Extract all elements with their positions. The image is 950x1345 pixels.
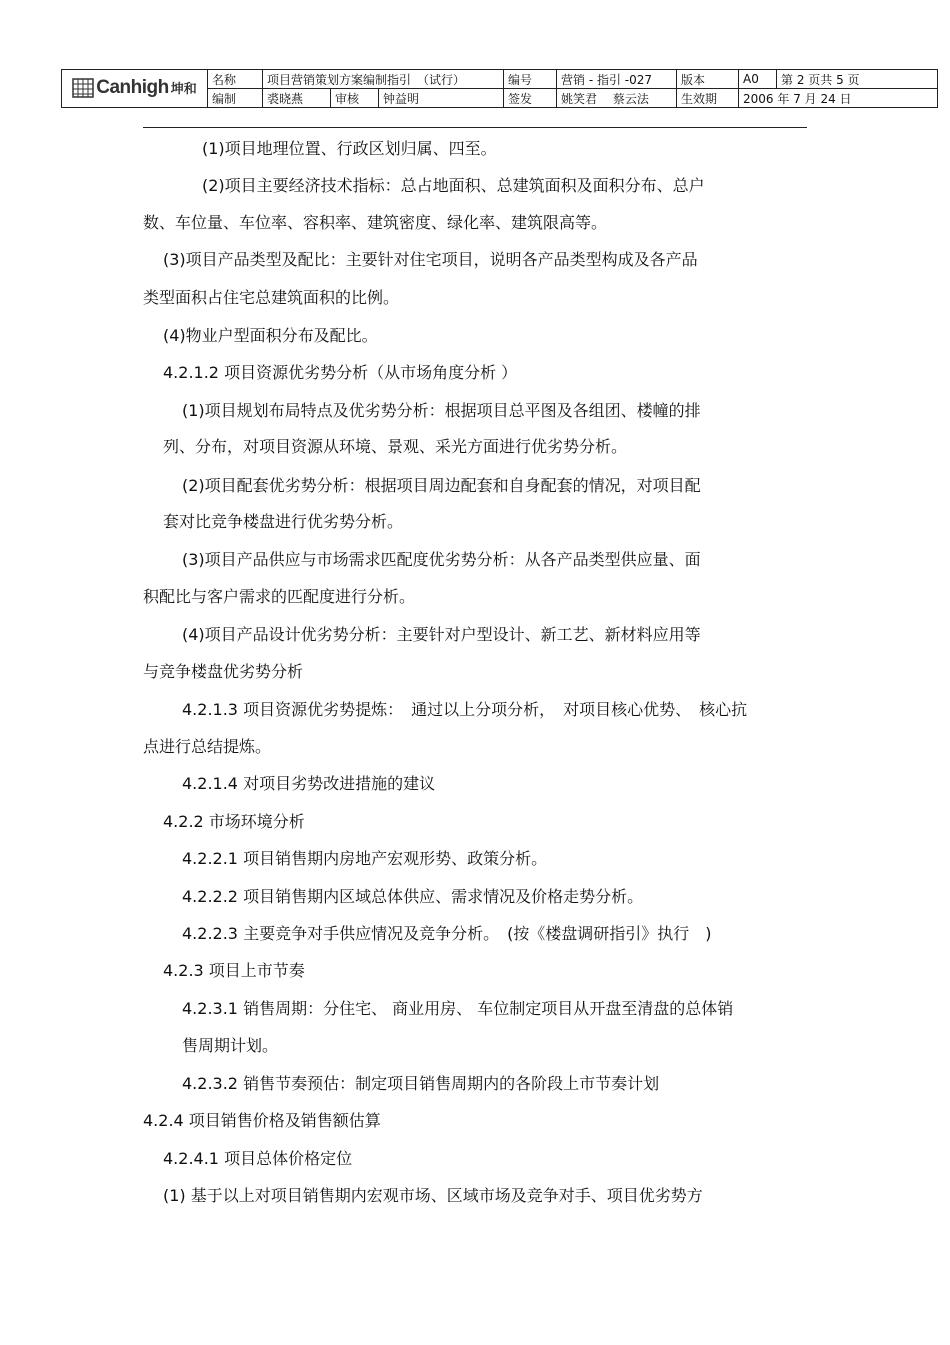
header-row-1	[62, 70, 938, 89]
reviewer-label: 审核	[331, 89, 379, 108]
code-value: 营销 - 指引 -027	[557, 70, 677, 89]
section-heading: 4.2.2.1 项目销售期内房地产宏观形势、政策分析。	[182, 849, 548, 868]
body-line: (1)项目地理位置、行政区划归属、四至。	[202, 139, 497, 158]
effective-date-label: 生效期	[677, 89, 739, 108]
body-line: 列、分布，对项目资源从环境、景观、采光方面进行优劣势分析。	[163, 437, 628, 456]
body-line: (1) 基于以上对项目销售期内宏观市场、区域市场及竞争对手、项目优劣势方	[163, 1186, 703, 1205]
section-heading: 4.2.1.2 项目资源优劣势分析（从市场角度分析 ）	[163, 363, 518, 382]
body-line: (2)项目主要经济技术指标：总占地面积、总建筑面积及面积分布、总户	[202, 176, 705, 195]
body-line: 点进行总结提炼。	[143, 737, 272, 756]
section-heading: 4.2.3.1 销售周期：分住宅、 商业用房、 车位制定项目从开盘至清盘的总体销	[182, 999, 734, 1018]
body-line: 类型面积占住宅总建筑面积的比例。	[143, 288, 400, 307]
body-line: 售周期计划。	[182, 1036, 279, 1055]
section-heading: 4.2.2.3 主要竞争对手供应情况及竞争分析。 (按《楼盘调研指引》执行 )	[182, 924, 712, 943]
reviewer-value: 钟益明	[379, 89, 504, 108]
logo-grid-icon	[72, 78, 94, 98]
header-divider	[143, 127, 807, 128]
body-line: (2)项目配套优劣势分析：根据项目周边配套和自身配套的情况，对项目配	[182, 476, 701, 495]
page-count: 第 2 页共 5 页	[777, 70, 938, 89]
logo-chinese-name: 坤和	[170, 82, 197, 97]
section-heading: 4.2.1.3 项目资源优劣势提炼： 通过以上分项分析， 对项目核心优势、 核心抗	[182, 700, 748, 719]
section-heading: 4.2.2.2 项目销售期内区域总体供应、需求情况及价格走势分析。	[182, 887, 644, 906]
section-heading: 4.2.3 项目上市节奏	[163, 961, 305, 980]
company-logo	[72, 77, 197, 99]
section-heading: 4.2.1.4 对项目劣势改进措施的建议	[182, 774, 436, 793]
version-value: A0	[739, 70, 777, 89]
editor-value: 裘晓燕	[263, 89, 331, 108]
body-line: (4)项目产品设计优劣势分析：主要针对户型设计、新工艺、新材料应用等	[182, 625, 701, 644]
section-heading: 4.2.3.2 销售节奏预估：制定项目销售周期内的各阶段上市节奏计划	[182, 1074, 660, 1093]
code-label: 编号	[504, 70, 557, 89]
name-value: 项目营销策划方案编制指引 （试行）	[263, 70, 504, 89]
version-label: 版本	[677, 70, 739, 89]
section-heading: 4.2.4.1 项目总体价格定位	[163, 1149, 353, 1168]
effective-date-value: 2006 年 7 月 24 日	[739, 89, 938, 108]
issuer-value: 姚笑君 蔡云法	[557, 89, 677, 108]
body-line: 积配比与客户需求的匹配度进行分析。	[143, 587, 416, 606]
body-line: (4)物业户型面积分布及配比。	[163, 326, 378, 345]
issuer-label: 签发	[504, 89, 557, 108]
editor-label: 编制	[208, 89, 263, 108]
body-line: (3)项目产品供应与市场需求匹配度优劣势分析：从各产品类型供应量、面	[182, 550, 701, 569]
name-label: 名称	[208, 70, 263, 89]
body-line: 数、车位量、车位率、容积率、建筑密度、绿化率、建筑限高等。	[143, 213, 608, 232]
body-line: 套对比竞争楼盘进行优劣势分析。	[163, 512, 404, 531]
section-heading: 4.2.2 市场环境分析	[163, 812, 305, 831]
body-line: 与竞争楼盘优劣势分析	[143, 662, 304, 681]
logo-wordmark: Canhigh	[96, 76, 169, 98]
logo-cell	[62, 70, 208, 108]
body-line: (1)项目规划布局特点及优劣势分析：根据项目总平图及各组团、楼幢的排	[182, 401, 701, 420]
body-line: (3)项目产品类型及配比：主要针对住宅项目，说明各产品类型构成及各产品	[163, 250, 698, 269]
section-heading: 4.2.4 项目销售价格及销售额估算	[143, 1111, 381, 1130]
document-header-table	[61, 69, 938, 108]
